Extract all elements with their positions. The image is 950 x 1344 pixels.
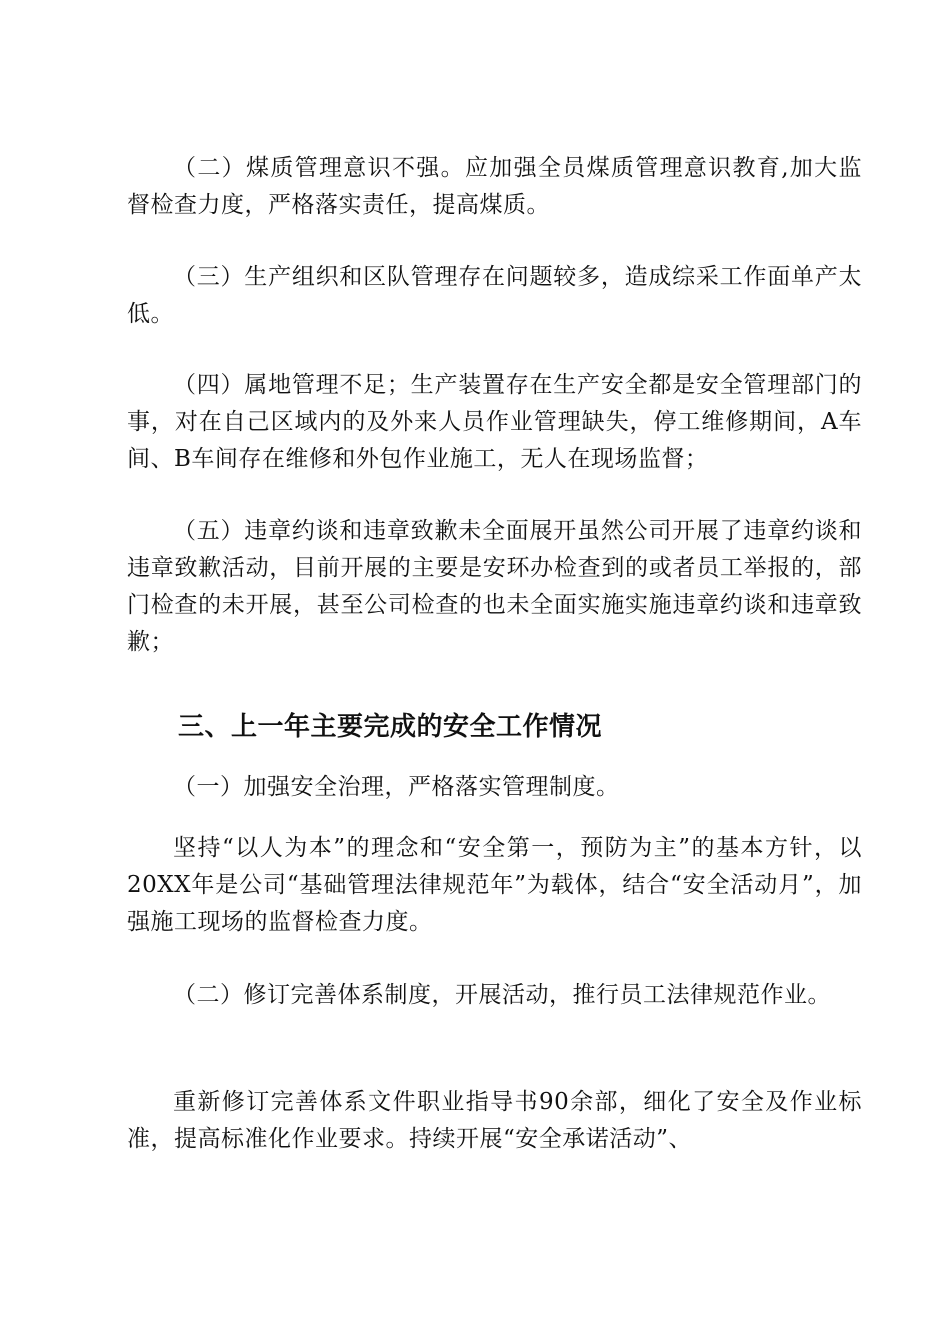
paragraph-people-oriented: 坚持“以人为本”的理念和“安全第一，预防为主”的基本方针，以20XX年是公司“基础管理法律规范年”为载体，结合“安全活动月”，加强施工现场的监督检查力度。 (127, 835, 862, 935)
paragraph-revise-documents: 重新修订完善体系文件职业指导书90余部，细化了安全及作业标准，提高标准化作业要求。持续开展“安全承诺活动”、 (127, 1089, 862, 1152)
section-heading: 三、上一年主要完成的安全工作情况 (178, 712, 603, 742)
paragraph-violation-interview: （五）违章约谈和违章致歉未全面展开虽然公司开展了违章约谈和违章致歉活动，目前开展的主要是安环办检查到的或者员工举报的，部门检查的未开展，甚至公司检查的也未全面实施实施违章约谈和违章致歉； (127, 518, 862, 655)
paragraph-strengthen-safety: （一）加强安全治理，严格落实管理制度。 (173, 774, 620, 800)
paragraph-coal-quality: （二）煤质管理意识不强。应加强全员煤质管理意识教育,加大监督检查力度，严格落实责任，提高煤质。 (127, 155, 862, 218)
paragraph-territorial-management: （四）属地管理不足；生产装置存在生产安全都是安全管理部门的事，对在自己区域内的及外来人员作业管理缺失，停工维修期间，A车间、B车间存在维修和外包作业施工，无人在现场监督； (127, 372, 862, 472)
paragraph-revise-system: （二）修订完善体系制度，开展活动，推行员工法律规范作业。 (173, 982, 831, 1008)
paragraph-production-organization: （三）生产组织和区队管理存在问题较多，造成综采工作面单产太低。 (127, 264, 862, 327)
